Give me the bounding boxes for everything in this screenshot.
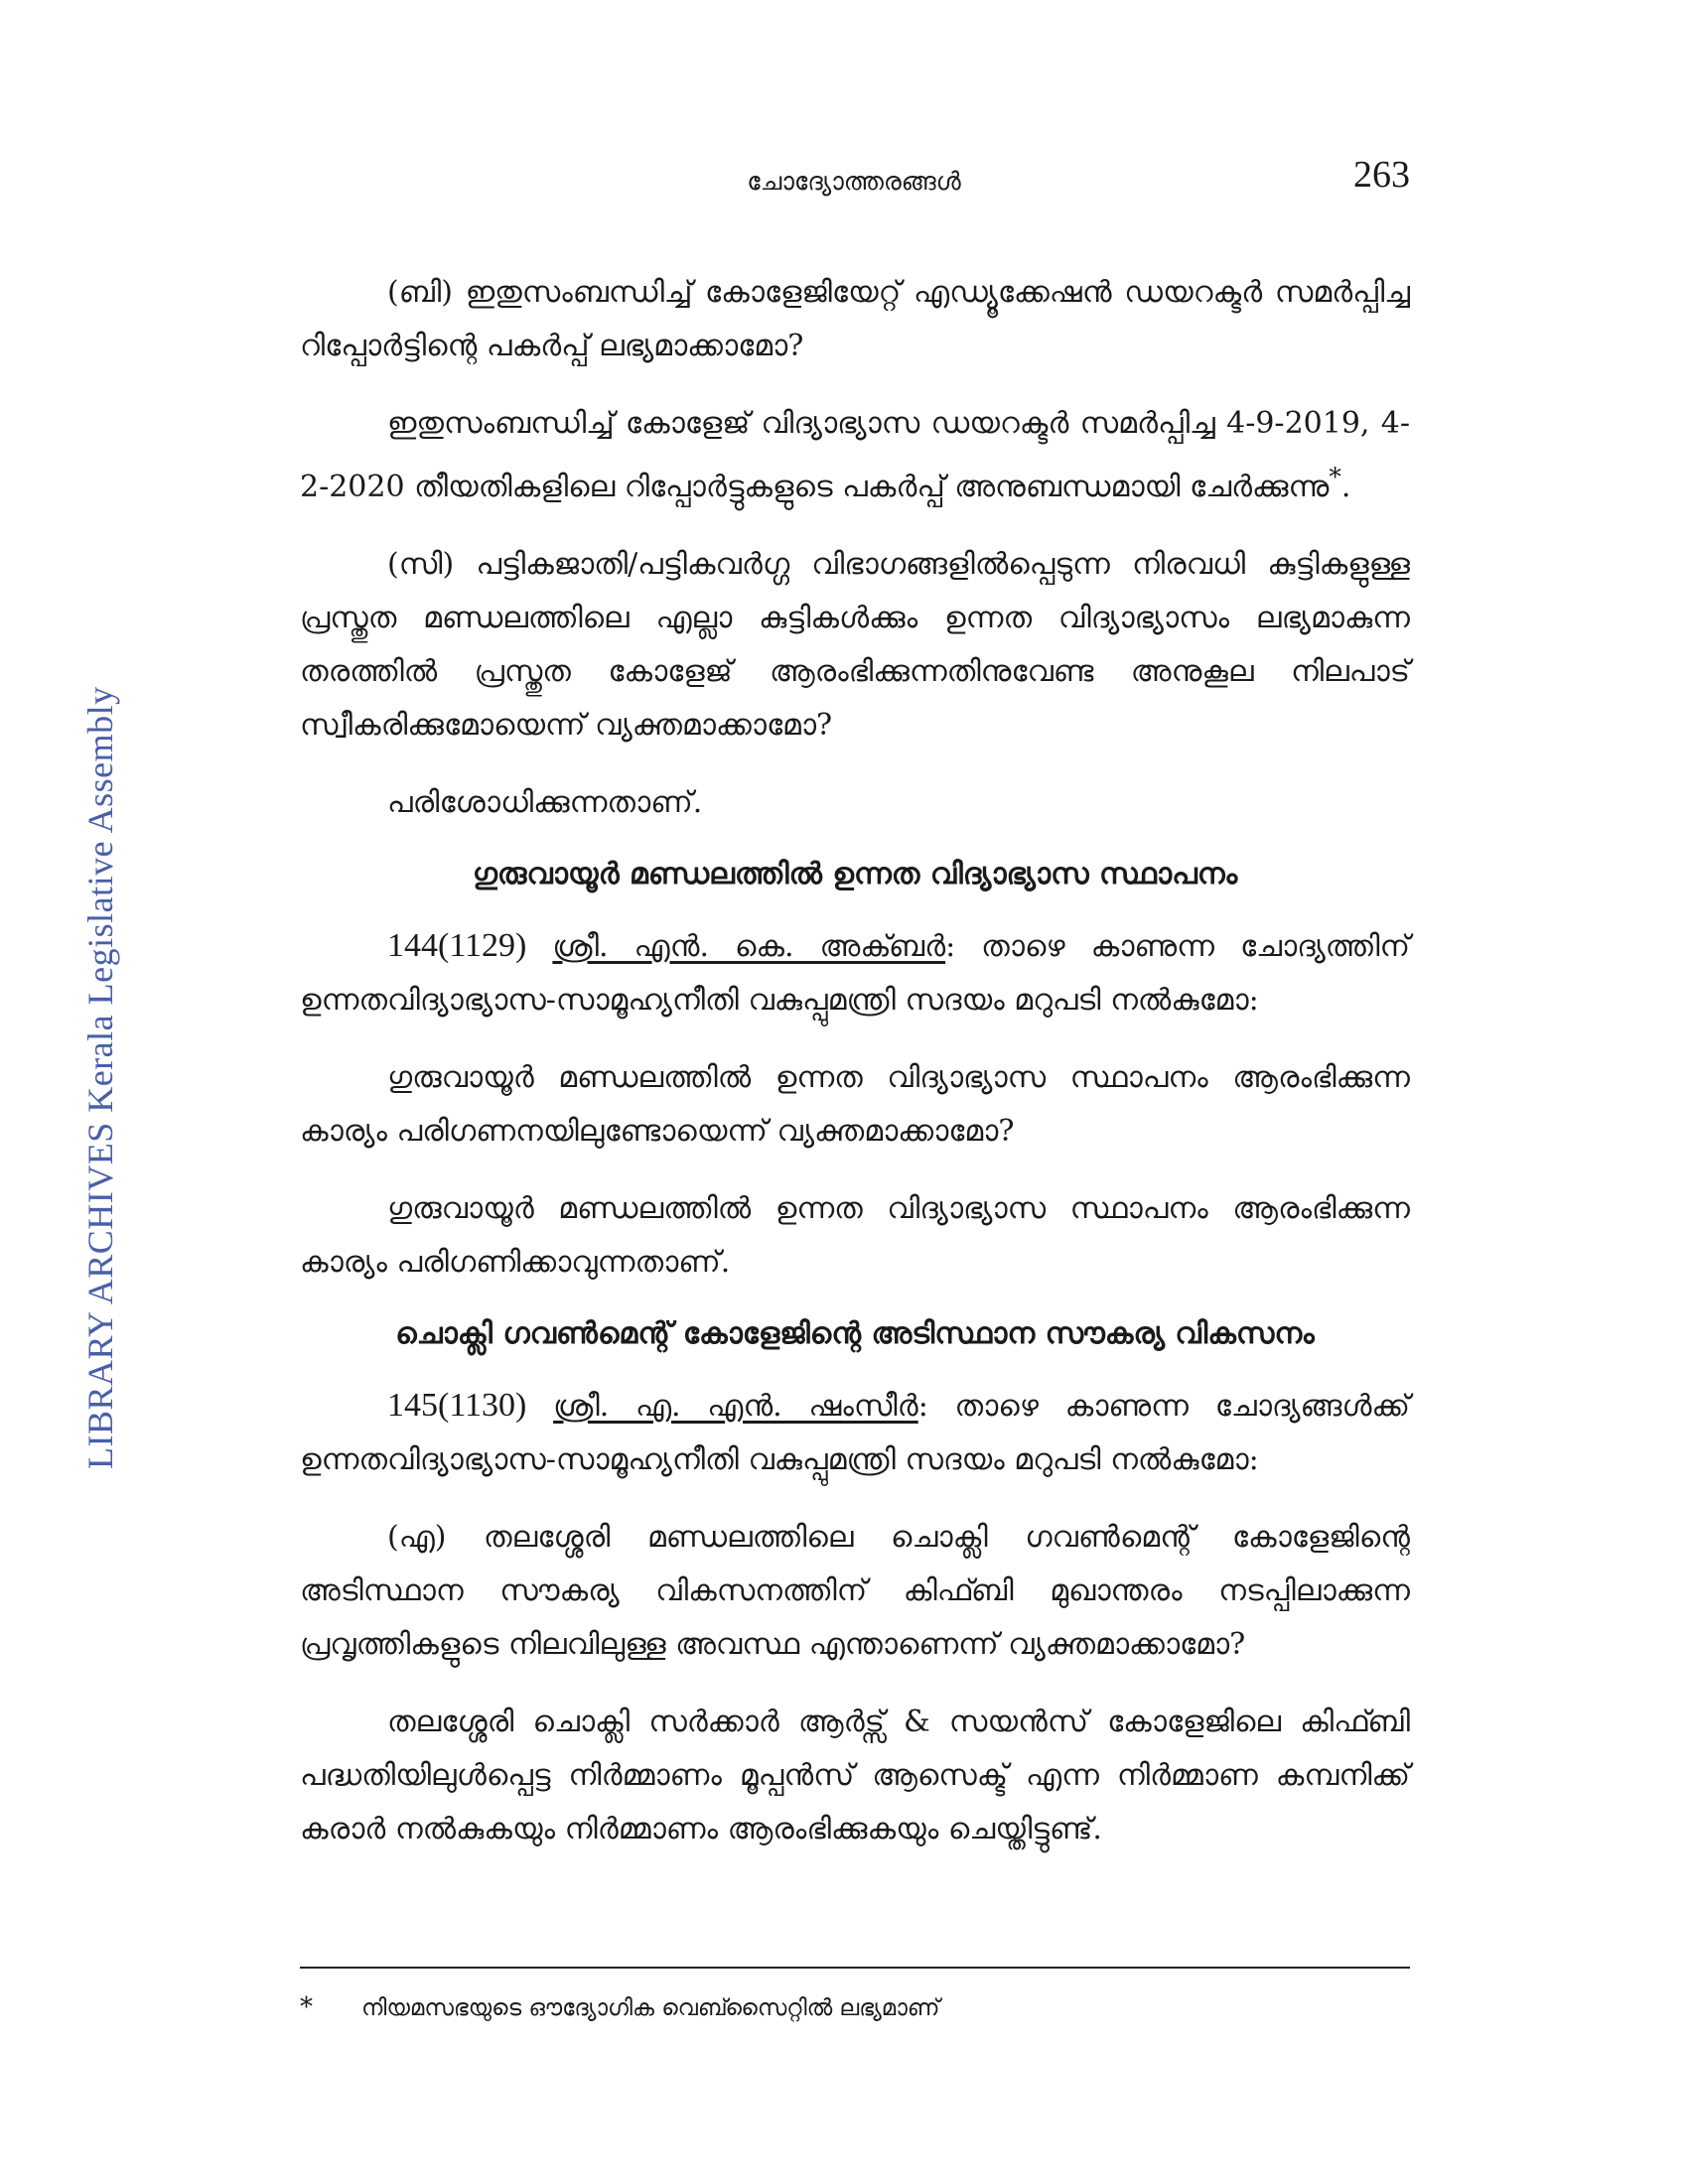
footnote-mark: * [300,1992,313,2022]
answer-145-a: തലശ്ശേരി ചൊക്ലി സർക്കാർ ആർട്സ് & സയൻസ് കോളേജിലെ കിഫ്ബി പദ്ധതിയിലുൾപ്പെട്ട നിർമ്മാണം മൂപ്പൻസ് ആസെക്ട് എന്ന നിർമ്മാണ കമ്പനിക്ക് കരാർ നൽകുകയും നിർമ്മാണം ആരംഭിക്കുകയും ചെയ്തിട്ടുണ്ട്. [300,1705,1410,1846]
running-title: ചോദ്യോത്തരങ്ങൾ [747,167,961,196]
intro-text: : താഴെ കാണുന്ന ചോദ്യങ്ങൾക്ക് ഉന്നതവിദ്യാഭ്യാസ-സാമൂഹ്യനീതി വകുപ്പുമന്ത്രി സദയം മറുപടി നൽകുമോ: [300,1389,1410,1477]
question-144: ഗുരുവായൂർ മണ്ഡലത്തിൽ ഉന്നത വിദ്യാഭ്യാസ സ്ഥാപനം ആരംഭിക്കുന്ന കാര്യം പരിഗണനയിലുണ്ടോയെന്ന് വ്യക്തമാക്കാമോ? [300,1060,1410,1149]
page-number: 263 [1353,154,1410,196]
answer-b-text: ഇതുസംബന്ധിച്ച് കോളേജ് വിദ്യാഭ്യാസ ഡയറക്ടർ സമർപ്പിച്ച 4-9-2019, 4-2-2020 തീയതികളിലെ റിപ്പോർട്ടുകളുടെ പകർപ്പ് അനുബന്ധമായി ചേർക്കുന്നു [300,406,1410,504]
answer-c: പരിശോധിക്കുന്നതാണ്. [387,785,703,820]
answer-b [300,397,1410,514]
page-body [300,266,1410,1856]
intro-text: : താഴെ കാണുന്ന ചോദ്യത്തിന് ഉന്നതവിദ്യാഭ്യാസ-സാമൂഹ്യനീതി വകുപ്പുമന്ത്രി സദയം മറുപടി നൽകുമോ: [300,929,1411,1018]
footnote-divider [300,1967,1410,1969]
footnote-ref: * [1329,463,1341,491]
question-c: (സി) പട്ടികജാതി/പട്ടികവർഗ്ഗ വിഭാഗങ്ങളിൽപ്പെടുന്ന നിരവധി കുട്ടികളുള്ള പ്രസ്തുത മണ്ഡലത്തിലെ എല്ലാ കുട്ടികൾക്കും ഉന്നത വിദ്യാഭ്യാസം ലഭ്യമാകുന്ന തരത്തിൽ പ്രസ്തുത കോളേജ് ആരംഭിക്കുന്നതിനുവേണ്ട അനുകൂല നിലപാട് സ്വീകരിക്കുമോയെന്ന് വ്യക്തമാക്കാമോ? [300,547,1410,743]
question-145-a: (എ) തലശ്ശേരി മണ്ഡലത്തിലെ ചൊക്ലി ഗവൺമെന്റ് കോളേജിന്റെ അടിസ്ഥാന സൗകര്യ വികസനത്തിന് കിഫ്ബി മുഖാന്തരം നടപ്പിലാക്കുന്ന പ്രവൃത്തികളുടെ നിലവിലുള്ള അവസ്ഥ എന്താണെന്ന് വ്യക്തമാക്കാമോ? [300,1520,1410,1662]
answer-144: ഗുരുവായൂർ മണ്ഡലത്തിൽ ഉന്നത വിദ്യാഭ്യാസ സ്ഥാപനം ആരംഭിക്കുന്ന കാര്യം പരിഗണിക്കാവുന്നതാണ്. [300,1191,1410,1280]
answer-b-end: . [1340,470,1351,504]
section-heading-guruvayur: ഗുരുവായൂർ മണ്ഡലത്തിൽ ഉന്നത വിദ്യാഭ്യാസ സ്ഥാപനം [472,857,1238,891]
question-145-intro [300,1379,1410,1487]
question-number: 144(1129) [387,927,527,964]
footnote-text: നിയമസഭയുടെ ഔദ്യോഗിക വെബ്സൈറ്റിൽ ലഭ്യമാണ് [361,1995,940,2021]
archive-watermark: LIBRARY ARCHIVES Kerala Legislative Assembly [80,686,120,1469]
member-name: ശ്രീ. എ. എൻ. ഷംസീർ [553,1389,918,1424]
footnote [300,1990,1410,2025]
member-name: ശ്രീ. എൻ. കെ. അക്ബർ [552,929,946,964]
question-144-intro [300,919,1410,1027]
section-heading-chokli: ചൊക്ലി ഗവൺമെന്റ് കോളേജിന്റെ അടിസ്ഥാന സൗകര്യ വികസനം [395,1316,1315,1351]
question-b: (ബി) ഇതുസംബന്ധിച്ച് കോളേജിയേറ്റ് എഡ്യൂക്കേഷൻ ഡയറക്ടർ സമർപ്പിച്ച റിപ്പോർട്ടിന്റെ പകർപ്പ് ലഭ്യമാക്കാമോ? [300,275,1410,363]
question-number: 145(1130) [387,1387,527,1424]
page-header [298,149,1410,208]
